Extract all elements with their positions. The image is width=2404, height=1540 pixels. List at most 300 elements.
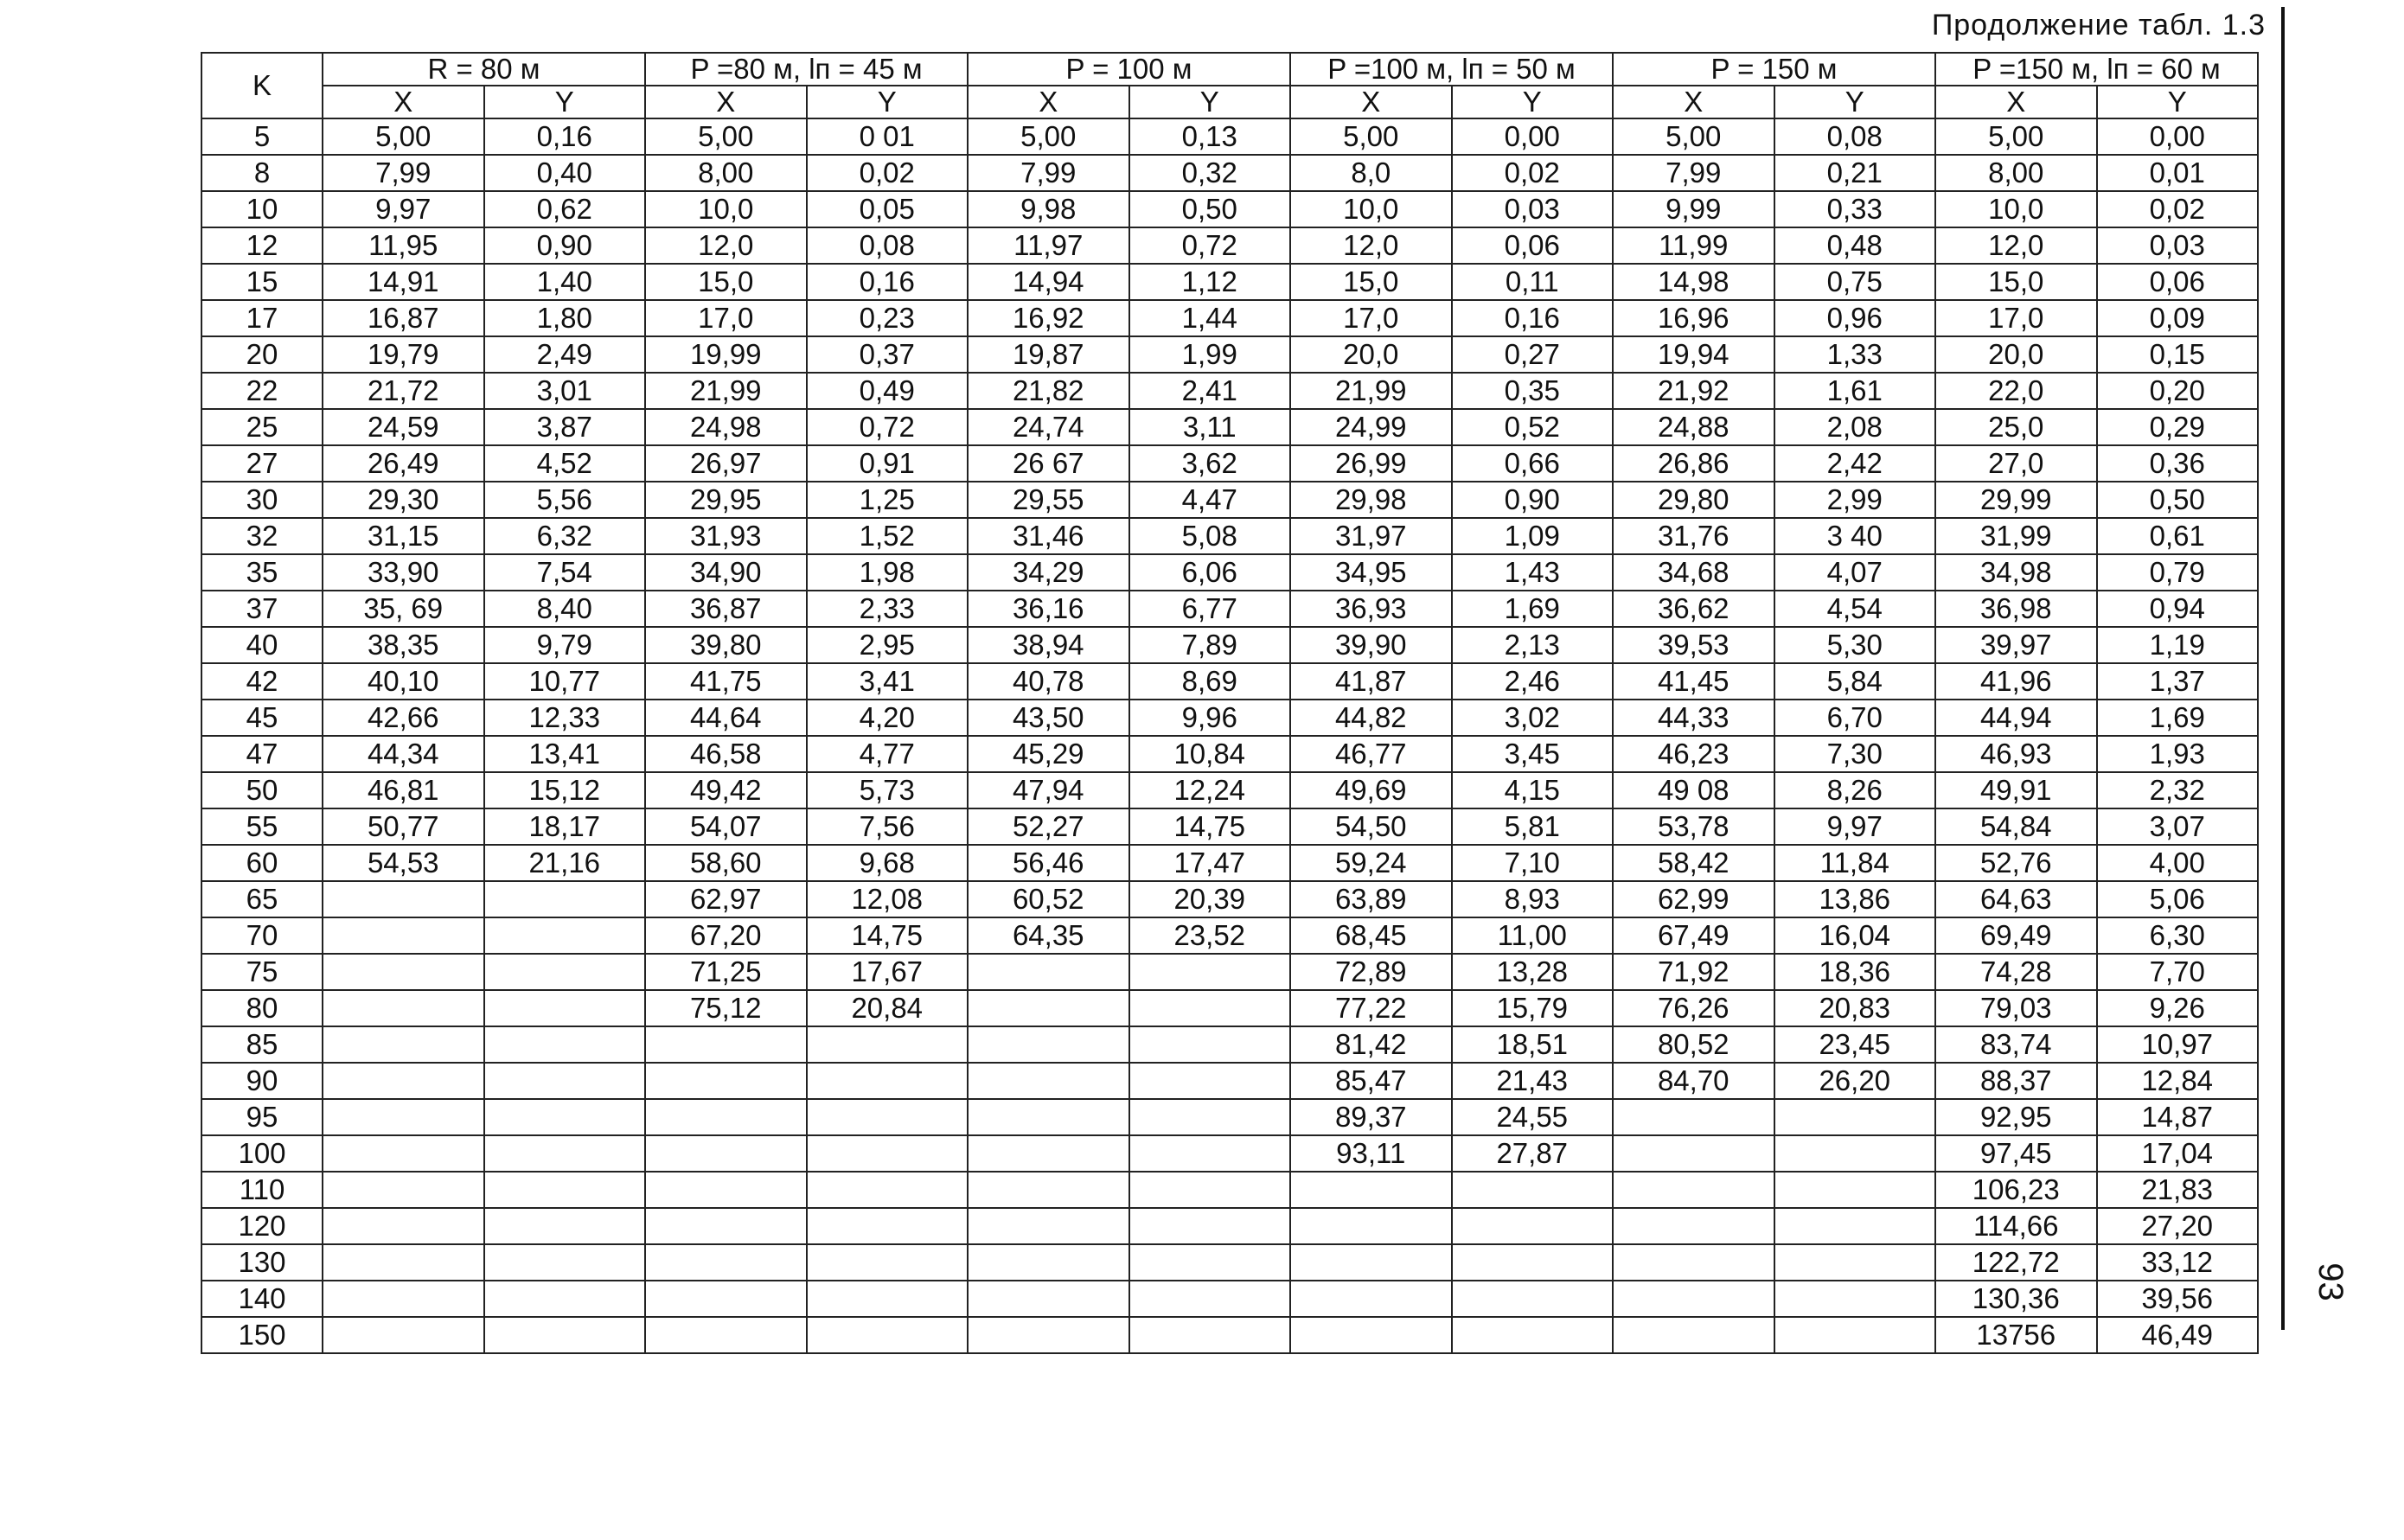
x-value-cell (968, 1172, 1129, 1208)
table-row (201, 1281, 2258, 1317)
x-value-cell (968, 1135, 1129, 1172)
k-value-cell: 12 (201, 227, 323, 264)
x-value-cell (645, 1317, 807, 1353)
y-value-cell: 0,16 (1452, 300, 1614, 336)
x-value-cell: 7,99 (323, 155, 484, 191)
y-value-cell: 6,06 (1129, 554, 1291, 591)
y-value-cell: 0,15 (2097, 336, 2259, 373)
y-value-cell: 2,95 (807, 627, 969, 663)
x-value-cell (323, 917, 484, 954)
x-value-cell: 21,99 (1290, 373, 1452, 409)
x-value-cell: 31,15 (323, 518, 484, 554)
x-value-cell (323, 1317, 484, 1353)
x-value-cell (323, 990, 484, 1026)
x-value-cell (1290, 1208, 1452, 1244)
y-value-cell: 13,28 (1452, 954, 1614, 990)
x-value-cell: 41,75 (645, 663, 807, 700)
y-value-cell: 7,30 (1774, 736, 1936, 772)
x-value-cell: 5,00 (645, 118, 807, 155)
y-value-cell: 0,08 (807, 227, 969, 264)
y-value-cell: 39,56 (2097, 1281, 2259, 1317)
y-value-cell: 5,08 (1129, 518, 1291, 554)
x-value-cell (645, 1208, 807, 1244)
x-value-cell (1290, 1172, 1452, 1208)
y-value-cell (1774, 1135, 1936, 1172)
x-value-cell: 5,00 (1935, 118, 2097, 155)
x-value-cell: 21,92 (1613, 373, 1774, 409)
x-header: X (323, 86, 484, 118)
k-value-cell: 22 (201, 373, 323, 409)
x-value-cell: 24,74 (968, 409, 1129, 445)
x-value-cell: 46,81 (323, 772, 484, 808)
x-value-cell: 38,94 (968, 627, 1129, 663)
x-value-cell: 39,80 (645, 627, 807, 663)
x-value-cell: 89,37 (1290, 1099, 1452, 1135)
y-value-cell: 12,33 (484, 700, 646, 736)
x-value-cell (645, 1063, 807, 1099)
x-value-cell: 49,69 (1290, 772, 1452, 808)
k-value-cell: 40 (201, 627, 323, 663)
y-value-cell: 7,70 (2097, 954, 2259, 990)
page-margin-rule (2281, 7, 2285, 1330)
y-value-cell: 23,45 (1774, 1026, 1936, 1063)
y-value-cell: 3,62 (1129, 445, 1291, 482)
x-value-cell: 83,74 (1935, 1026, 2097, 1063)
x-value-cell: 7,99 (968, 155, 1129, 191)
y-value-cell: 2,32 (2097, 772, 2259, 808)
x-value-cell (968, 1063, 1129, 1099)
y-value-cell: 9,68 (807, 845, 969, 881)
x-value-cell: 44,94 (1935, 700, 2097, 736)
y-value-cell: 4,47 (1129, 482, 1291, 518)
y-value-cell: 3,41 (807, 663, 969, 700)
y-value-cell: 11,84 (1774, 845, 1936, 881)
x-value-cell: 41,45 (1613, 663, 1774, 700)
table-row (201, 1026, 2258, 1063)
y-value-cell: 0,02 (1452, 155, 1614, 191)
x-value-cell: 49 08 (1613, 772, 1774, 808)
y-value-cell (484, 1172, 646, 1208)
x-value-cell: 5,00 (323, 118, 484, 155)
x-value-cell: 29,55 (968, 482, 1129, 518)
y-value-cell: 9,97 (1774, 808, 1936, 845)
coordinates-table (201, 52, 2259, 1354)
x-value-cell: 53,78 (1613, 808, 1774, 845)
y-value-cell (1129, 1026, 1291, 1063)
x-value-cell: 24,59 (323, 409, 484, 445)
x-value-cell: 25,0 (1935, 409, 2097, 445)
x-value-cell (1613, 1317, 1774, 1353)
k-value-cell: 130 (201, 1244, 323, 1281)
y-value-cell: 12,08 (807, 881, 969, 917)
table-row (201, 118, 2258, 155)
x-value-cell: 71,92 (1613, 954, 1774, 990)
y-value-cell: 5,30 (1774, 627, 1936, 663)
y-value-cell (1774, 1317, 1936, 1353)
y-value-cell (484, 1026, 646, 1063)
x-value-cell: 41,96 (1935, 663, 2097, 700)
x-value-cell: 26,49 (323, 445, 484, 482)
x-value-cell: 11,99 (1613, 227, 1774, 264)
k-value-cell: 50 (201, 772, 323, 808)
y-value-cell: 0,23 (807, 300, 969, 336)
x-value-cell: 130,36 (1935, 1281, 2097, 1317)
x-value-cell: 114,66 (1935, 1208, 2097, 1244)
y-value-cell: 21,43 (1452, 1063, 1614, 1099)
k-value-cell: 140 (201, 1281, 323, 1317)
y-header: Y (2097, 86, 2259, 118)
x-value-cell: 54,50 (1290, 808, 1452, 845)
y-value-cell: 3 40 (1774, 518, 1936, 554)
x-header: X (1935, 86, 2097, 118)
y-value-cell (1774, 1281, 1936, 1317)
y-value-cell: 0,91 (807, 445, 969, 482)
y-value-cell: 10,77 (484, 663, 646, 700)
k-value-cell: 5 (201, 118, 323, 155)
y-value-cell: 13,86 (1774, 881, 1936, 917)
x-value-cell: 17,0 (645, 300, 807, 336)
x-value-cell: 64,35 (968, 917, 1129, 954)
x-value-cell: 80,52 (1613, 1026, 1774, 1063)
y-value-cell (1452, 1281, 1614, 1317)
x-value-cell: 34,98 (1935, 554, 2097, 591)
k-value-cell: 35 (201, 554, 323, 591)
x-value-cell: 44,82 (1290, 700, 1452, 736)
x-value-cell: 74,28 (1935, 954, 2097, 990)
group-header: P = 100 м (968, 53, 1290, 86)
y-value-cell (1129, 1281, 1291, 1317)
y-value-cell: 17,04 (2097, 1135, 2259, 1172)
x-value-cell: 52,76 (1935, 845, 2097, 881)
x-value-cell: 24,99 (1290, 409, 1452, 445)
table-row (201, 191, 2258, 227)
k-value-cell: 80 (201, 990, 323, 1026)
x-value-cell (968, 954, 1129, 990)
x-value-cell (1290, 1281, 1452, 1317)
y-value-cell: 14,75 (1129, 808, 1291, 845)
x-header: X (1290, 86, 1452, 118)
k-header: K (201, 53, 323, 118)
y-value-cell: 0,08 (1774, 118, 1936, 155)
table-row (201, 808, 2258, 845)
x-value-cell (645, 1026, 807, 1063)
x-value-cell (968, 1099, 1129, 1135)
x-value-cell: 46,23 (1613, 736, 1774, 772)
y-value-cell (807, 1317, 969, 1353)
y-value-cell: 14,87 (2097, 1099, 2259, 1135)
y-value-cell: 0,06 (2097, 264, 2259, 300)
y-header: Y (484, 86, 646, 118)
x-value-cell: 19,99 (645, 336, 807, 373)
y-value-cell: 1,37 (2097, 663, 2259, 700)
table-row (201, 627, 2258, 663)
y-value-cell: 0,72 (1129, 227, 1291, 264)
x-value-cell: 12,0 (1935, 227, 2097, 264)
x-value-cell: 36,16 (968, 591, 1129, 627)
x-value-cell: 34,95 (1290, 554, 1452, 591)
x-value-cell: 31,99 (1935, 518, 2097, 554)
y-value-cell (807, 1172, 969, 1208)
k-value-cell: 37 (201, 591, 323, 627)
x-value-cell: 45,29 (968, 736, 1129, 772)
x-value-cell (968, 1317, 1129, 1353)
table-row (201, 845, 2258, 881)
x-header: X (645, 86, 807, 118)
x-value-cell: 19,87 (968, 336, 1129, 373)
x-value-cell (645, 1172, 807, 1208)
y-value-cell: 12,24 (1129, 772, 1291, 808)
x-value-cell: 21,72 (323, 373, 484, 409)
y-value-cell: 20,83 (1774, 990, 1936, 1026)
table-row (201, 482, 2258, 518)
y-value-cell: 3,87 (484, 409, 646, 445)
x-value-cell: 77,22 (1290, 990, 1452, 1026)
table-row (201, 227, 2258, 264)
y-value-cell: 0,06 (1452, 227, 1614, 264)
y-value-cell (484, 1135, 646, 1172)
y-value-cell: 0,37 (807, 336, 969, 373)
y-value-cell: 8,93 (1452, 881, 1614, 917)
y-value-cell (484, 1099, 646, 1135)
x-value-cell (645, 1135, 807, 1172)
y-value-cell (484, 1063, 646, 1099)
y-value-cell: 0,35 (1452, 373, 1614, 409)
x-value-cell (323, 1172, 484, 1208)
k-value-cell: 150 (201, 1317, 323, 1353)
y-value-cell (1129, 954, 1291, 990)
y-header: Y (807, 86, 969, 118)
y-value-cell: 3,45 (1452, 736, 1614, 772)
x-value-cell (1613, 1208, 1774, 1244)
y-value-cell: 2,13 (1452, 627, 1614, 663)
x-value-cell: 49,91 (1935, 772, 2097, 808)
y-value-cell (1129, 1244, 1291, 1281)
x-value-cell: 43,50 (968, 700, 1129, 736)
x-value-cell (645, 1244, 807, 1281)
y-value-cell: 0,66 (1452, 445, 1614, 482)
table-row (201, 554, 2258, 591)
y-value-cell: 1,69 (1452, 591, 1614, 627)
y-value-cell: 0,50 (1129, 191, 1291, 227)
x-value-cell: 68,45 (1290, 917, 1452, 954)
x-value-cell: 49,42 (645, 772, 807, 808)
x-value-cell: 5,00 (968, 118, 1129, 155)
x-value-cell (323, 1244, 484, 1281)
y-value-cell: 6,70 (1774, 700, 1936, 736)
y-value-cell: 9,26 (2097, 990, 2259, 1026)
y-value-cell: 0,61 (2097, 518, 2259, 554)
y-value-cell: 0,49 (807, 373, 969, 409)
x-value-cell: 85,47 (1290, 1063, 1452, 1099)
y-value-cell: 0,13 (1129, 118, 1291, 155)
y-value-cell: 8,26 (1774, 772, 1936, 808)
table-row (201, 591, 2258, 627)
y-value-cell: 26,20 (1774, 1063, 1936, 1099)
table-row (201, 336, 2258, 373)
x-value-cell: 11,97 (968, 227, 1129, 264)
y-value-cell: 0,29 (2097, 409, 2259, 445)
table-row (201, 772, 2258, 808)
x-value-cell (968, 1208, 1129, 1244)
x-value-cell: 14,94 (968, 264, 1129, 300)
table-row (201, 1135, 2258, 1172)
y-value-cell: 0,36 (2097, 445, 2259, 482)
x-value-cell: 40,78 (968, 663, 1129, 700)
x-value-cell: 58,42 (1613, 845, 1774, 881)
y-value-cell (1129, 1063, 1291, 1099)
y-value-cell: 1,09 (1452, 518, 1614, 554)
y-value-cell: 15,12 (484, 772, 646, 808)
k-value-cell: 60 (201, 845, 323, 881)
y-value-cell (484, 1317, 646, 1353)
x-value-cell: 106,23 (1935, 1172, 2097, 1208)
group-header: P =100 м, lп = 50 м (1290, 53, 1613, 86)
x-value-cell: 29,99 (1935, 482, 2097, 518)
y-value-cell: 0,72 (807, 409, 969, 445)
table-row (201, 990, 2258, 1026)
y-value-cell: 2,49 (484, 336, 646, 373)
y-value-cell: 0,02 (807, 155, 969, 191)
table-caption: Продолжение табл. 1.3 (1931, 9, 2266, 42)
x-value-cell: 47,94 (968, 772, 1129, 808)
table-row (201, 1317, 2258, 1353)
x-value-cell: 41,87 (1290, 663, 1452, 700)
x-value-cell: 62,99 (1613, 881, 1774, 917)
y-value-cell: 8,40 (484, 591, 646, 627)
x-value-cell: 38,35 (323, 627, 484, 663)
y-value-cell: 0,90 (1452, 482, 1614, 518)
y-value-cell (1452, 1317, 1614, 1353)
x-value-cell: 5,00 (1290, 118, 1452, 155)
y-value-cell: 1,44 (1129, 300, 1291, 336)
y-value-cell (807, 1135, 969, 1172)
y-value-cell: 21,83 (2097, 1172, 2259, 1208)
k-value-cell: 47 (201, 736, 323, 772)
x-value-cell (968, 1244, 1129, 1281)
y-value-cell: 3,02 (1452, 700, 1614, 736)
k-value-cell: 55 (201, 808, 323, 845)
k-value-cell: 8 (201, 155, 323, 191)
y-value-cell: 10,84 (1129, 736, 1291, 772)
y-value-cell: 0,32 (1129, 155, 1291, 191)
x-value-cell: 44,64 (645, 700, 807, 736)
table-row (201, 445, 2258, 482)
x-value-cell: 14,98 (1613, 264, 1774, 300)
y-value-cell: 12,84 (2097, 1063, 2259, 1099)
y-value-cell (484, 1208, 646, 1244)
x-value-cell: 31,76 (1613, 518, 1774, 554)
y-value-cell: 0,03 (2097, 227, 2259, 264)
y-value-cell: 46,49 (2097, 1317, 2259, 1353)
x-value-cell: 9,99 (1613, 191, 1774, 227)
table-row (201, 373, 2258, 409)
x-value-cell: 60,52 (968, 881, 1129, 917)
x-value-cell: 15,0 (1935, 264, 2097, 300)
y-value-cell: 4,54 (1774, 591, 1936, 627)
y-value-cell (1774, 1099, 1936, 1135)
y-value-cell (807, 1026, 969, 1063)
x-value-cell: 14,91 (323, 264, 484, 300)
x-value-cell: 21,82 (968, 373, 1129, 409)
table-row (201, 881, 2258, 917)
y-value-cell: 1,99 (1129, 336, 1291, 373)
table-row (201, 1063, 2258, 1099)
y-value-cell: 6,30 (2097, 917, 2259, 954)
y-value-cell: 1,40 (484, 264, 646, 300)
table-row (201, 663, 2258, 700)
x-value-cell: 16,96 (1613, 300, 1774, 336)
table-row (201, 264, 2258, 300)
x-value-cell: 29,30 (323, 482, 484, 518)
y-value-cell: 1,25 (807, 482, 969, 518)
y-value-cell: 4,07 (1774, 554, 1936, 591)
table-row (201, 1244, 2258, 1281)
y-value-cell: 7,54 (484, 554, 646, 591)
y-value-cell: 0,11 (1452, 264, 1614, 300)
y-value-cell: 4,77 (807, 736, 969, 772)
table-body (201, 118, 2258, 1353)
x-value-cell: 35, 69 (323, 591, 484, 627)
x-value-cell: 20,0 (1290, 336, 1452, 373)
x-value-cell: 88,37 (1935, 1063, 2097, 1099)
x-value-cell: 12,0 (1290, 227, 1452, 264)
x-value-cell: 92,95 (1935, 1099, 2097, 1135)
k-value-cell: 70 (201, 917, 323, 954)
y-value-cell: 1,12 (1129, 264, 1291, 300)
y-value-cell: 0,40 (484, 155, 646, 191)
y-value-cell (807, 1099, 969, 1135)
x-value-cell (968, 990, 1129, 1026)
x-value-cell: 81,42 (1290, 1026, 1452, 1063)
x-value-cell: 54,84 (1935, 808, 2097, 845)
x-value-cell: 9,98 (968, 191, 1129, 227)
k-value-cell: 15 (201, 264, 323, 300)
x-value-cell: 19,94 (1613, 336, 1774, 373)
y-header: Y (1774, 86, 1936, 118)
x-value-cell: 93,11 (1290, 1135, 1452, 1172)
y-value-cell: 20,39 (1129, 881, 1291, 917)
x-value-cell: 8,00 (1935, 155, 2097, 191)
group-header: R = 80 м (323, 53, 645, 86)
y-value-cell (1129, 1172, 1291, 1208)
y-value-cell: 9,79 (484, 627, 646, 663)
x-value-cell (1613, 1172, 1774, 1208)
x-value-cell: 39,97 (1935, 627, 2097, 663)
y-value-cell: 3,07 (2097, 808, 2259, 845)
group-header-row (201, 53, 2258, 86)
y-value-cell (1452, 1208, 1614, 1244)
k-value-cell: 42 (201, 663, 323, 700)
x-value-cell: 24,98 (645, 409, 807, 445)
x-header: X (968, 86, 1129, 118)
k-value-cell: 25 (201, 409, 323, 445)
k-value-cell: 85 (201, 1026, 323, 1063)
x-value-cell: 27,0 (1935, 445, 2097, 482)
x-value-cell: 54,53 (323, 845, 484, 881)
y-value-cell: 1,19 (2097, 627, 2259, 663)
x-value-cell: 52,27 (968, 808, 1129, 845)
x-value-cell: 54,07 (645, 808, 807, 845)
y-value-cell: 0,09 (2097, 300, 2259, 336)
y-value-cell: 5,84 (1774, 663, 1936, 700)
x-value-cell: 34,90 (645, 554, 807, 591)
y-value-cell: 18,36 (1774, 954, 1936, 990)
y-value-cell: 5,81 (1452, 808, 1614, 845)
y-header: Y (1452, 86, 1614, 118)
y-value-cell: 7,56 (807, 808, 969, 845)
x-value-cell (1290, 1317, 1452, 1353)
y-value-cell (807, 1244, 969, 1281)
